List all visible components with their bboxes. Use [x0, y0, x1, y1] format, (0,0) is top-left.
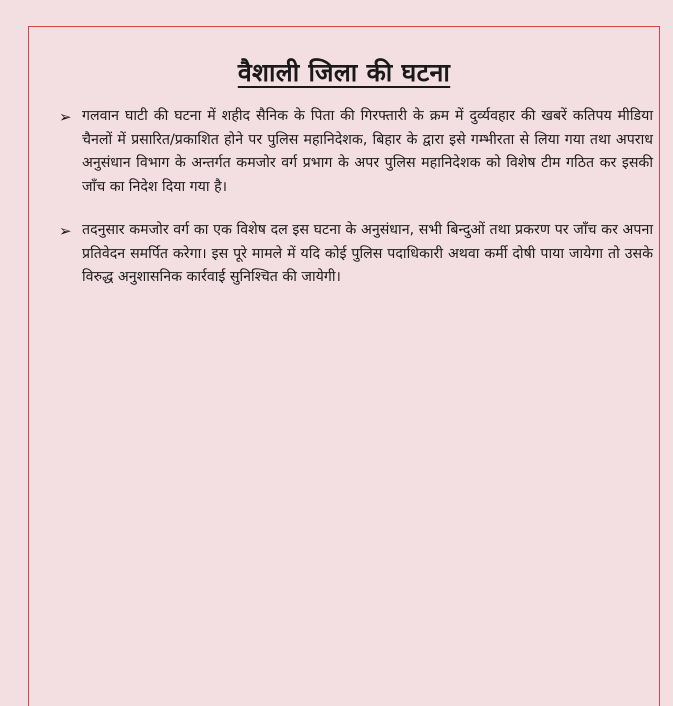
paragraph-text: तदनुसार कमजोर वर्ग का एक विशेष दल इस घटना के अनुसंधान, सभी बिन्दुओं तथा प्रकरण पर जाँच कर अपना प्रतिवेदन समर्पित करेगा। इस पूरे मामले में यदि कोई पुलिस पदाधिकारी अथवा कर्मी दोषी पाया जायेगा तो उसके विरुद्ध अनुशासनिक कार्रवाई सुनिश्चित की जायेगी। [82, 222, 653, 285]
document-page [28, 26, 660, 706]
list-item [59, 219, 653, 290]
arrow-bullet-icon: ➢ [59, 108, 72, 126]
document-title: वैशाली जिला की घटना [237, 58, 451, 87]
arrow-bullet-icon: ➢ [59, 222, 72, 240]
bullet-list [59, 105, 653, 310]
paragraph-text: गलवान घाटी की घटना में शहीद सैनिक के पिता की गिरफ्तारी के क्रम में दुर्व्यवहार की खबरें कतिपय मीडिया चैनलों में प्रसारित/प्रकाशित होने पर पुलिस महानिदेशक, बिहार के द्वारा इसे गम्भीरता से लिया गया तथा अपराध अनुसंधान विभाग के अन्तर्गत कमजोर वर्ग प्रभाग के अपर पुलिस महानिदेशक को विशेष टीम गठित कर इसकी जाँच का निदेश दिया गया है। [82, 108, 653, 195]
list-item [59, 105, 653, 199]
